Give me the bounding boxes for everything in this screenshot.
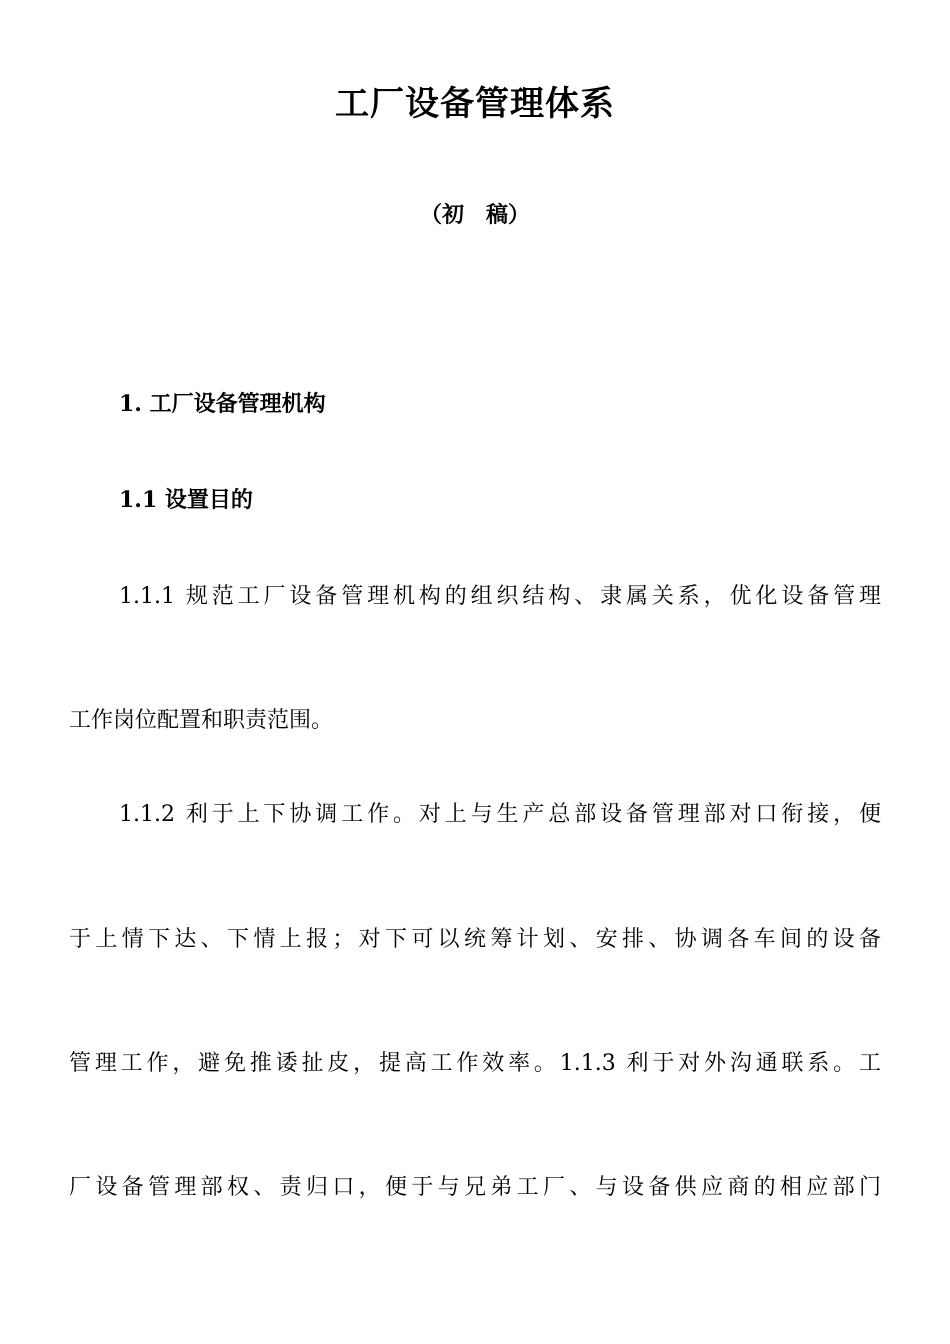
paragraph-line: 1.1.2 利于上下协调工作。对上与生产总部设备管理部对口衔接，便: [119, 802, 881, 827]
paragraph-line: 于上情下达、下情上报；对下可以统筹计划、安排、协调各车间的设备: [69, 927, 881, 952]
section-heading-1: 1. 工厂设备管理机构: [119, 391, 326, 417]
paragraph-line: 1.1.1 规范工厂设备管理机构的组织结构、隶属关系，优化设备管理: [119, 584, 881, 609]
paragraph-line: 工作岗位配置和职责范围。: [69, 708, 334, 733]
paragraph-line: 厂设备管理部权、责归口，便于与兄弟工厂、与设备供应商的相应部门: [69, 1175, 881, 1200]
paragraph-line: 管理工作，避免推诿扯皮，提高工作效率。1.1.3 利于对外沟通联系。工: [69, 1051, 881, 1076]
document-subtitle: （初 稿）: [419, 203, 530, 228]
document-title: 工厂设备管理体系: [335, 84, 615, 124]
section-heading-1-1: 1.1 设置目的: [119, 487, 253, 513]
